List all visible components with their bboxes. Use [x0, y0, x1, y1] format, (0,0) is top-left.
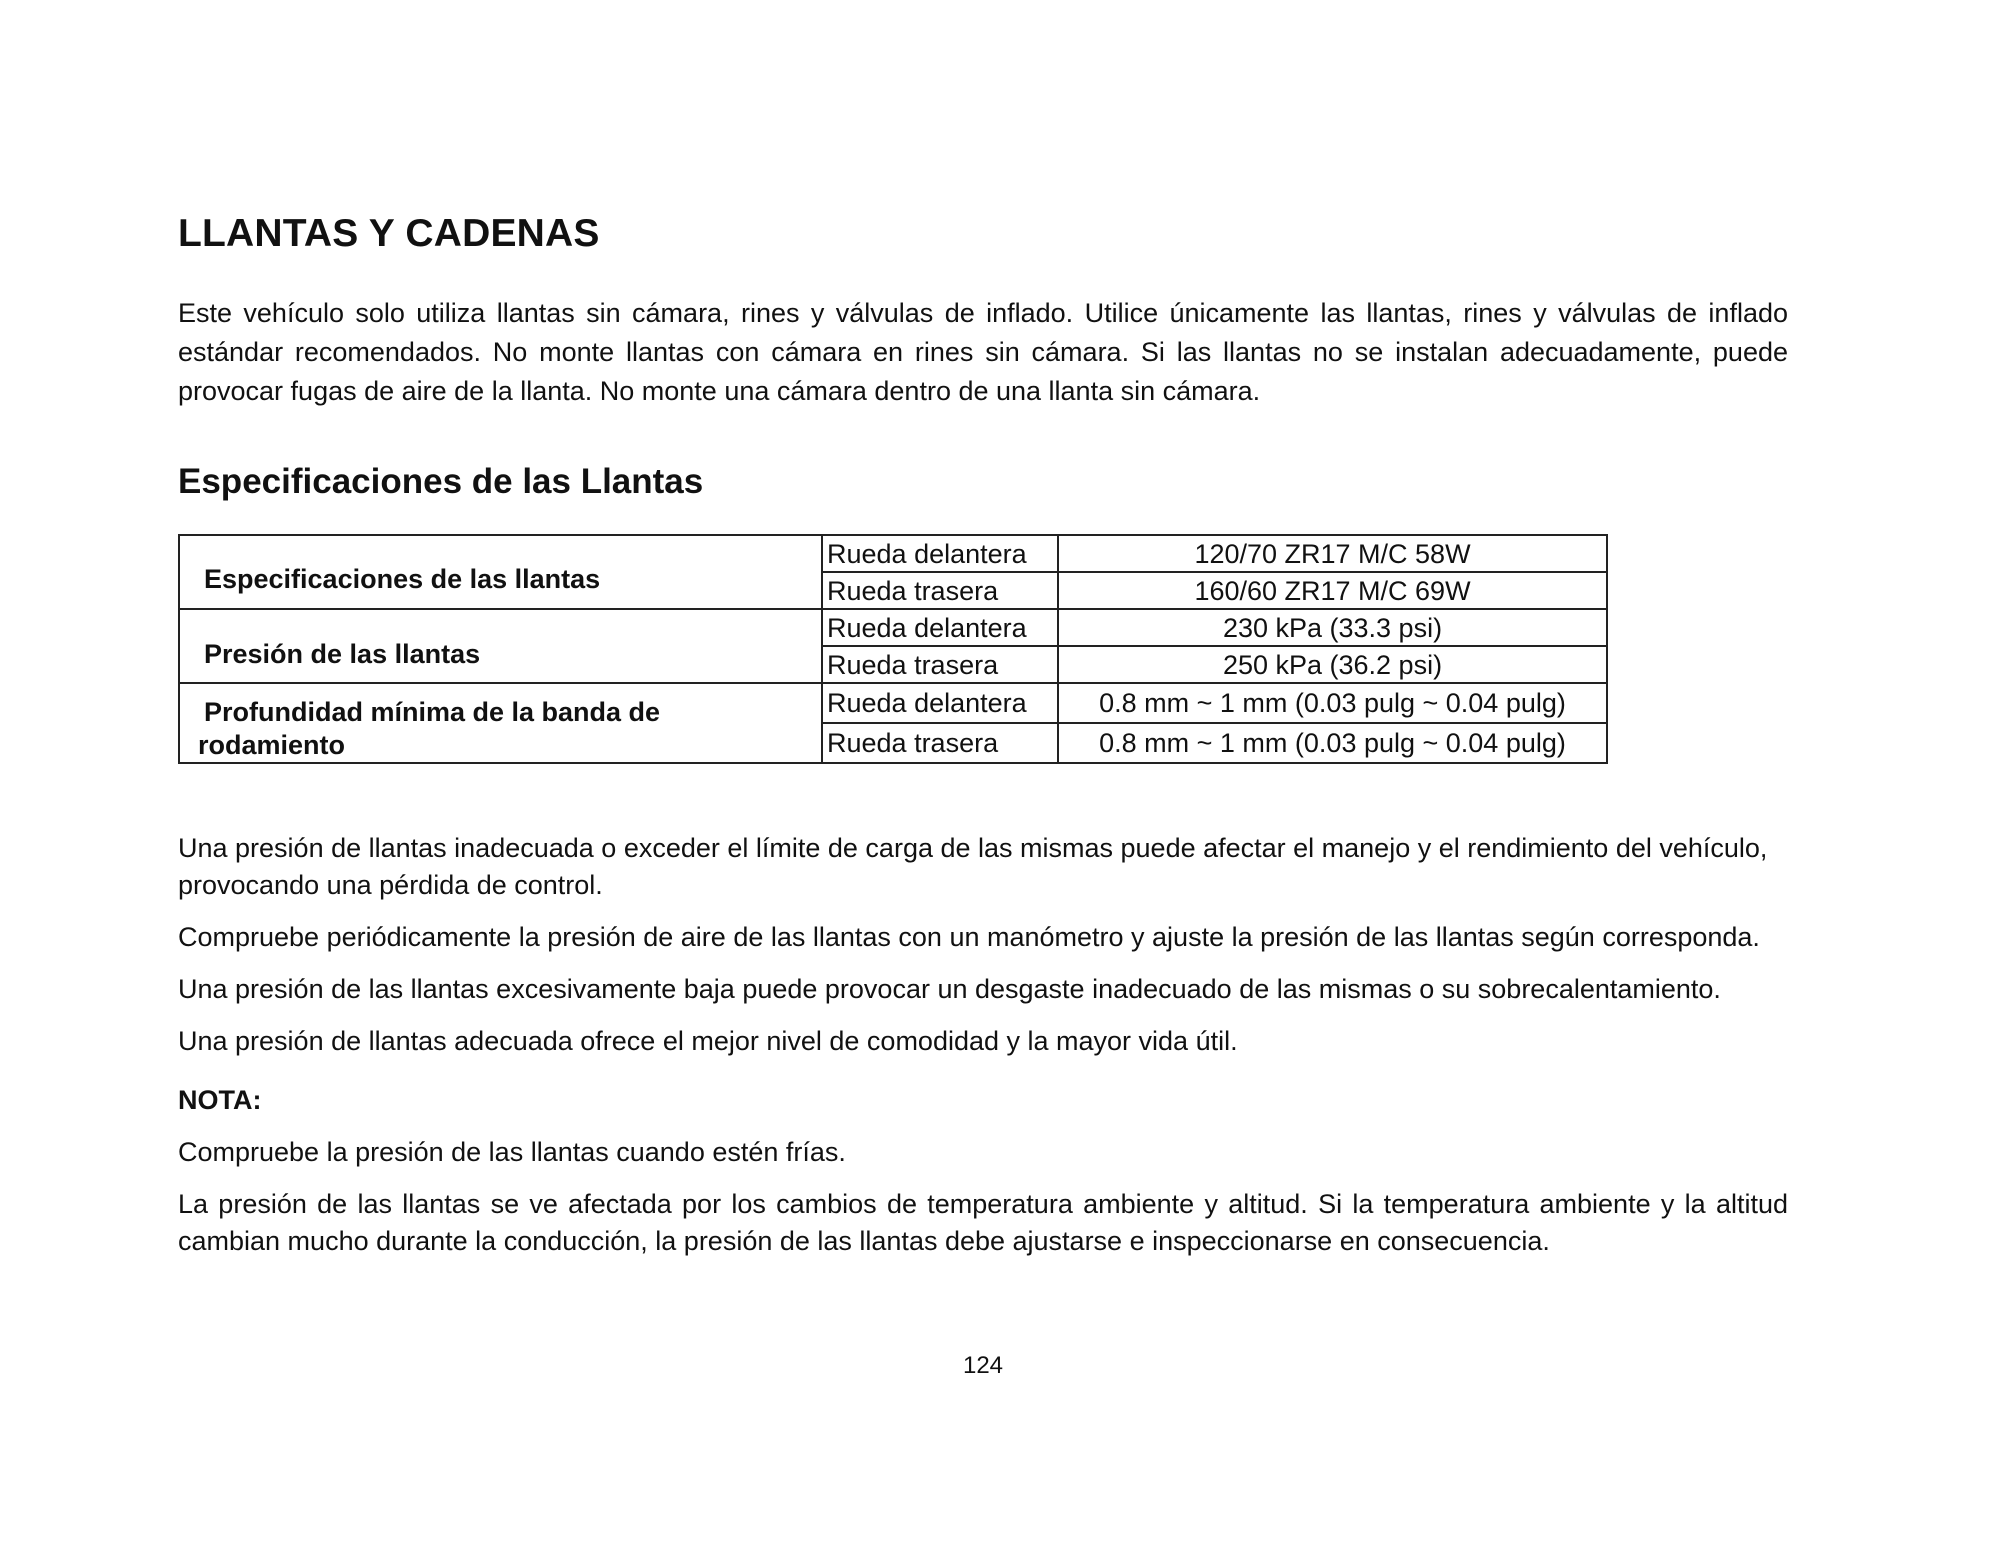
table-row: [179, 609, 1607, 646]
table-group-label-tread-depth: [179, 683, 822, 763]
tire-specs-table: [178, 534, 1608, 764]
tread-depth-label-line1: Profundidad mínima de la banda de: [204, 697, 661, 727]
page-title: LLANTAS Y CADENAS: [178, 212, 600, 255]
tread-depth-label-line2: rodamiento: [198, 730, 346, 760]
table-cell-value: 160/60 ZR17 M/C 69W: [1058, 572, 1607, 609]
table-cell-wheel: Rueda delantera: [822, 609, 1058, 646]
note-paragraph: La presión de las llantas se ve afectada por los cambios de temperatura ambiente y altitud. Si la temperatura ambiente y la altitud cambian mucho durante la conducción, la presión de las llantas debe ajustarse e inspeccionarse en consecuencia.: [178, 1189, 1788, 1256]
table-cell-value: 230 kPa (33.3 psi): [1058, 609, 1607, 646]
table-group-label-pressure: Presión de las llantas: [179, 609, 822, 683]
table-row: [179, 683, 1607, 723]
section-title: Especificaciones de las Llantas: [178, 462, 704, 501]
table-row: [179, 535, 1607, 572]
table-cell-wheel: Rueda delantera: [822, 535, 1058, 572]
body-paragraph: Una presión de llantas inadecuada o exceder el límite de carga de las mismas puede afectar el manejo y el rendimiento del vehículo, provocando una pérdida de control.: [178, 833, 1768, 900]
table-cell-wheel: Rueda trasera: [822, 572, 1058, 609]
table-cell-value: 0.8 mm ~ 1 mm (0.03 pulg ~ 0.04 pulg): [1058, 723, 1607, 763]
body-paragraph: Una presión de llantas adecuada ofrece el mejor nivel de comodidad y la mayor vida útil.: [178, 1026, 1238, 1056]
table-group-label-specs: Especificaciones de las llantas: [179, 535, 822, 609]
table-cell-wheel: Rueda trasera: [822, 723, 1058, 763]
table-cell-value: 0.8 mm ~ 1 mm (0.03 pulg ~ 0.04 pulg): [1058, 683, 1607, 723]
intro-paragraph: Este vehículo solo utiliza llantas sin cámara, rines y válvulas de inflado. Utilice únicamente las llantas, rines y válvulas de inflado estándar recomendados. No monte llantas con cámara en rines sin cámara. Si las llantas no se instalan adecuadamente, puede provocar fugas de aire de la llanta. No monte una cámara dentro de una llanta sin cámara.: [178, 298, 1788, 406]
table-cell-wheel: Rueda trasera: [822, 646, 1058, 683]
note-paragraph: Compruebe la presión de las llantas cuando estén frías.: [178, 1137, 846, 1167]
table-cell-wheel: Rueda delantera: [822, 683, 1058, 723]
page-content: [178, 206, 1788, 1260]
page-number: 124: [962, 1352, 1004, 1379]
body-paragraph: Compruebe periódicamente la presión de aire de las llantas con un manómetro y ajuste la presión de las llantas según corresponda.: [178, 922, 1760, 952]
table-cell-value: 120/70 ZR17 M/C 58W: [1058, 535, 1607, 572]
table-cell-value: 250 kPa (36.2 psi): [1058, 646, 1607, 683]
note-label: NOTA:: [178, 1085, 262, 1115]
body-paragraph: Una presión de las llantas excesivamente baja puede provocar un desgaste inadecuado de las mismas o su sobrecalentamiento.: [178, 974, 1721, 1004]
